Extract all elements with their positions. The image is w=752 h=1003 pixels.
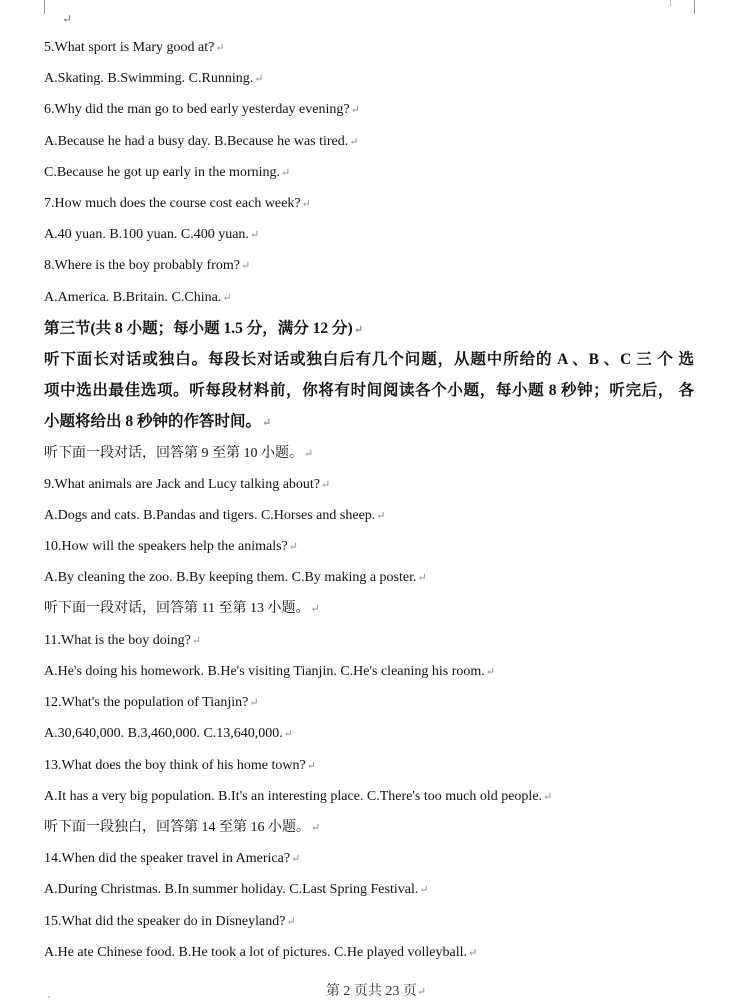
page-number: 第 2 页共 23 页 bbox=[325, 984, 417, 999]
scan-dot bbox=[48, 996, 50, 998]
monologue-intro-14-16: 听下面一段独白，回答第 14 至第 16 小题。↵ bbox=[44, 820, 321, 835]
question-5: 5.What sport is Mary good at?↵ bbox=[44, 40, 225, 55]
question-14: 14.When did the speaker travel in America?↵ bbox=[44, 851, 301, 866]
question-9: 9.What animals are Jack and Lucy talking about?↵ bbox=[44, 477, 331, 492]
crop-mark-top-right bbox=[670, 0, 671, 6]
options-7: A.40 yuan. B.100 yuan. C.400 yuan.↵ bbox=[44, 227, 260, 242]
question-8: 8.Where is the boy probably from?↵ bbox=[44, 258, 251, 273]
question-15: 15.What did the speaker do in Disneyland?↵ bbox=[44, 914, 296, 929]
options-9: A.Dogs and cats. B.Pandas and tigers. C.Horses and sheep.↵ bbox=[44, 508, 386, 523]
instruction-line-1: 听下面长对话或独白。每段长对话或独白后有几个问题，从题中所给的 A 、B 、C 三 个 选 bbox=[44, 351, 694, 368]
options-6-ab: A.Because he had a busy day. B.Because he was tired.↵ bbox=[44, 134, 359, 149]
options-12: A.30,640,000. B.3,460,000. C.13,640,000.↵ bbox=[44, 726, 294, 741]
question-7: 7.How much does the course cost each week?↵ bbox=[44, 196, 311, 211]
options-14: A.During Christmas. B.In summer holiday. C.Last Spring Festival.↵ bbox=[44, 882, 429, 897]
crop-mark-right bbox=[694, 0, 695, 14]
question-13: 13.What does the boy think of his home town?↵ bbox=[44, 758, 316, 773]
options-8: A.America. B.Britain. C.China.↵ bbox=[44, 290, 232, 305]
options-15: A.He ate Chinese food. B.He took a lot of pictures. C.He played volleyball.↵ bbox=[44, 945, 478, 960]
dialogue-intro-11-13: 听下面一段对话，回答第 11 至第 13 小题。↵ bbox=[44, 601, 320, 616]
instruction-line-3: 小题将给出 8 秒钟的作答时间。↵ bbox=[44, 413, 272, 430]
section-heading: 第三节(共 8 小题；每小题 1.5 分，满分 12 分)↵ bbox=[44, 320, 363, 337]
options-11: A.He's doing his homework. B.He's visiting Tianjin. C.He's cleaning his room.↵ bbox=[44, 664, 495, 679]
options-5: A.Skating. B.Swimming. C.Running.↵ bbox=[44, 71, 264, 86]
question-6: 6.Why did the man go to bed early yesterday evening?↵ bbox=[44, 102, 360, 117]
options-13: A.It has a very big population. B.It's an interesting place. C.There's too much old people.↵ bbox=[44, 789, 553, 804]
question-11: 11.What is the boy doing?↵ bbox=[44, 633, 202, 648]
question-10: 10.How will the speakers help the animals?↵ bbox=[44, 539, 298, 554]
options-10: A.By cleaning the zoo. B.By keeping them. C.By making a poster.↵ bbox=[44, 570, 427, 585]
instruction-line-2: 项中选出最佳选项。听每段材料前，你将有时间阅读各个小题，每小题 8 秒钟；听完后， 各 bbox=[44, 382, 694, 399]
paragraph-mark-top: ↵ bbox=[62, 12, 73, 26]
options-6-c: C.Because he got up early in the morning.↵ bbox=[44, 165, 291, 180]
page-footer: 第 2 页共 23 页↵ bbox=[325, 984, 427, 999]
dialogue-intro-9-10: 听下面一段对话，回答第 9 至第 10 小题。↵ bbox=[44, 446, 314, 461]
crop-mark-left bbox=[44, 0, 45, 14]
question-12: 12.What's the population of Tianjin?↵ bbox=[44, 695, 259, 710]
